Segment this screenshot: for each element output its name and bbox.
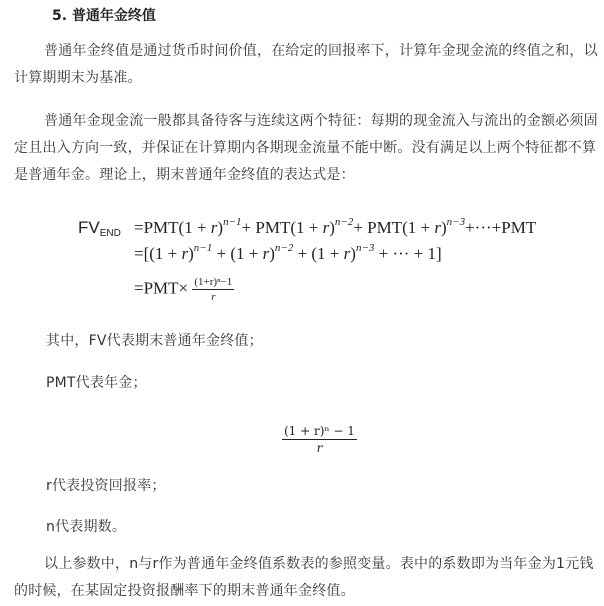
fv-definition: 其中，FV代表期末普通年金终值； [46,333,263,349]
para3-line1: 以上参数中，n与r作为普通年金终值系数表的参照变量。表中的系数即为当年金为1元钱 [44,556,594,572]
para3-line2: 的时候，在某固定投资报酬率下的期末普通年金终值。 [14,583,355,599]
section-number: 5. [52,8,68,24]
paragraph-parameters [14,551,594,605]
para2-line3: 是普通年金。理论上，期末普通年金终值的表达式是： [14,167,355,183]
annuity-factor-fraction: $\frac{\text{(1 + r)ⁿ − 1}}{r}$ [284,424,355,455]
para1-line1: 普通年金终值是通过货币时间价值，在给定的回报率下，计算年金现金流的终值之和，以 [44,43,598,59]
para2-line2: 定且出入方向一致，并保证在计算期内各期现金流量不能中断。没有满足以上两个特征都不算 [14,140,597,156]
paragraph-definition [14,38,598,92]
n-definition: n代表期数。 [46,519,127,535]
pmt-definition: PMT代表年金； [46,375,147,391]
paragraph-characteristics [14,108,598,189]
fv-label: $FV_{END}$ [78,218,121,239]
formula-fraction-inline: $\frac{\text{(1+r)ⁿ−1}}{r}$ [194,276,233,303]
section-heading [52,5,156,25]
formula-row-2: $=[(1 + r)^{n-1} + (1 + r)^{n-2} + (1 + r)^{n-3}$ + ··· + 1] [134,242,442,263]
para1-line2: 计算期期末为基准。 [14,70,142,86]
section-title: 普通年金终值 [71,8,156,24]
formula-row-1: $=PMT(1 + r)^{n-1}+ PMT(1 + r)^{n-2}+ PMT(1 + r)^{n-3}+\cdot\cdot\cdot+PMT$ [134,216,537,237]
formula-row-3: =PMT× $\frac{\text{(1+r)ⁿ−1}}{r}$ [134,276,233,303]
r-definition: r代表投资回报率； [46,478,166,494]
para2-line1: 普通年金现金流一般都具备待客与连续这两个特征：每期的现金流入与流出的金额必须固 [44,113,598,129]
